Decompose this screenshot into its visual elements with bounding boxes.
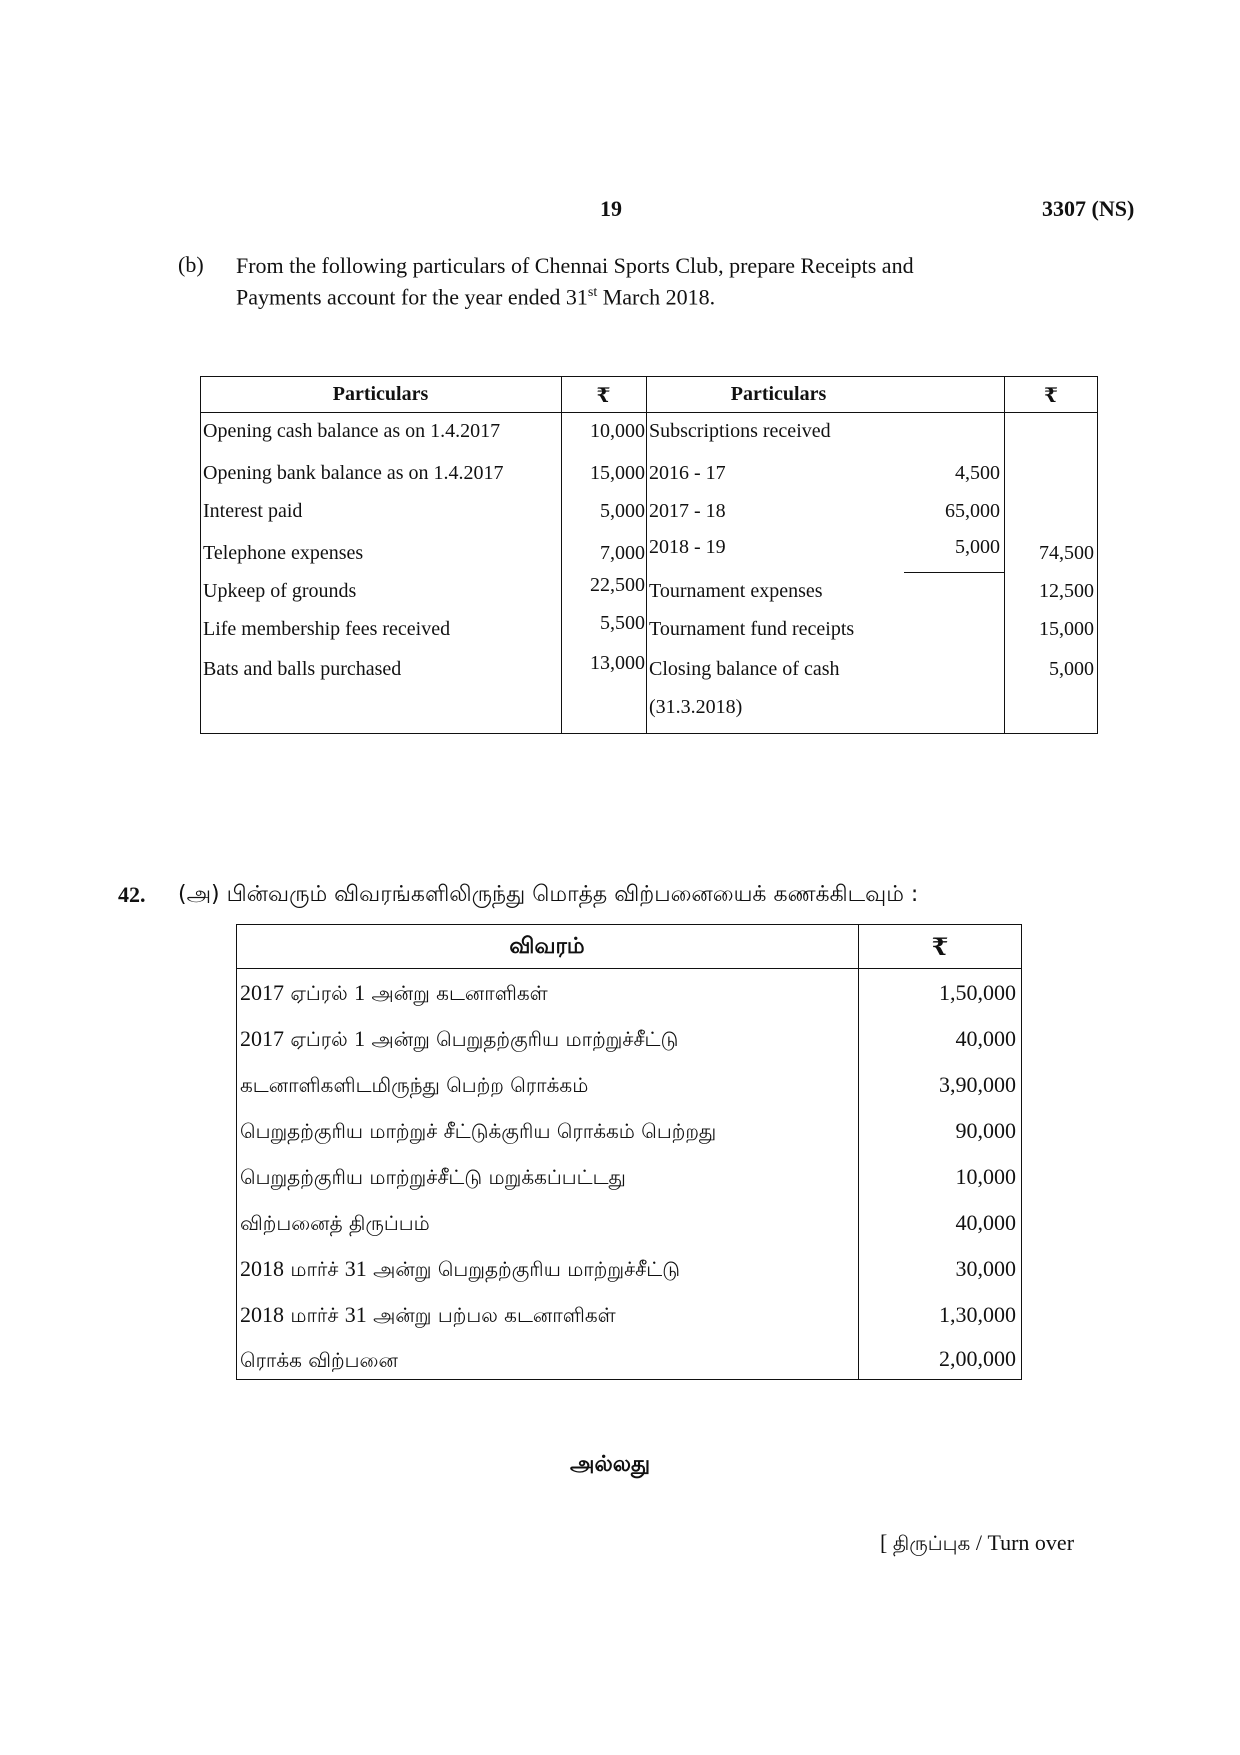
table-row-description: 2018 மார்ச் 31 அன்று பெறுதற்குரிய மாற்றுச்சீட்டு bbox=[240, 1256, 680, 1281]
subscriptions-total: 74,500 bbox=[1039, 542, 1094, 564]
question-b-line2: Payments account for the year ended 31st March 2018. bbox=[236, 284, 716, 310]
page-number: 19 bbox=[600, 196, 622, 221]
left-item-amount: 10,000 bbox=[590, 420, 645, 442]
table-row-description: 2017 ஏப்ரல் 1 அன்று பெறுதற்குரிய மாற்றுச்சீட்டு bbox=[240, 1026, 679, 1051]
turn-over-note: [ திருப்புக / Turn over bbox=[880, 1530, 1075, 1555]
table-row-description: ரொக்க விற்பனை bbox=[240, 1348, 398, 1372]
table-row-description: பெறுதற்குரிய மாற்றுச் சீட்டுக்குரிய ரொக்கம் பெற்றது bbox=[240, 1119, 717, 1143]
table-row-amount: 1,30,000 bbox=[939, 1302, 1016, 1327]
left-item-amount: 5,000 bbox=[600, 500, 645, 522]
question-b-line1: From the following particulars of Chennai Sports Club, prepare Receipts and bbox=[236, 253, 914, 278]
tournament-expenses-amount: 12,500 bbox=[1039, 580, 1094, 602]
closing-cash-label: Closing balance of cash bbox=[649, 658, 840, 680]
left-item-label: Life membership fees received bbox=[203, 618, 451, 640]
tournament-fund-label: Tournament fund receipts bbox=[649, 618, 855, 640]
header-description: விவரம் bbox=[509, 934, 585, 959]
table-row-amount: 10,000 bbox=[955, 1164, 1016, 1189]
question-42-number: 42. bbox=[118, 882, 146, 907]
left-item-amount: 13,000 bbox=[590, 652, 645, 674]
table-row-amount: 40,000 bbox=[955, 1210, 1016, 1235]
table-row-description: விற்பனைத் திருப்பம் bbox=[240, 1211, 430, 1235]
paper-code: 3307 (NS) bbox=[1042, 196, 1135, 221]
question-b-label: (b) bbox=[178, 252, 204, 277]
table-row-amount: 2,00,000 bbox=[939, 1346, 1016, 1371]
or-separator: அல்லது bbox=[570, 1452, 651, 1477]
question-42-text: (அ) பின்வரும் விவரங்களிலிருந்து மொத்த விற்பனையைக் கணக்கிடவும் : bbox=[178, 882, 919, 907]
left-item-label: Interest paid bbox=[203, 500, 303, 522]
left-item-label: Bats and balls purchased bbox=[203, 658, 402, 680]
header-particulars-right: Particulars bbox=[730, 383, 827, 405]
left-item-label: Upkeep of grounds bbox=[203, 580, 357, 602]
table-row-amount: 90,000 bbox=[955, 1118, 1016, 1143]
closing-cash-date: (31.3.2018) bbox=[649, 696, 743, 718]
left-item-amount: 5,500 bbox=[600, 612, 645, 634]
left-item-amount: 22,500 bbox=[590, 574, 645, 596]
table-row-amount: 30,000 bbox=[955, 1256, 1016, 1281]
subscription-amount: 5,000 bbox=[955, 536, 1000, 558]
subscription-year: 2018 - 19 bbox=[649, 536, 726, 558]
header-rupee: ₹ bbox=[931, 935, 949, 961]
table-row-description: 2017 ஏப்ரல் 1 அன்று கடனாளிகள் bbox=[240, 980, 548, 1005]
left-item-label: Telephone expenses bbox=[203, 542, 364, 564]
subscriptions-label: Subscriptions received bbox=[649, 420, 831, 442]
subscription-year: 2016 - 17 bbox=[649, 462, 726, 484]
table-row-amount: 1,50,000 bbox=[939, 980, 1016, 1005]
table-row-description: கடனாளிகளிடமிருந்து பெற்ற ரொக்கம் bbox=[240, 1073, 589, 1097]
header-rupee-right: ₹ bbox=[1044, 385, 1058, 407]
sales-details-table bbox=[236, 924, 1022, 1380]
question-b-text bbox=[236, 252, 1066, 310]
left-item-amount: 7,000 bbox=[600, 542, 645, 564]
closing-cash-amount: 5,000 bbox=[1049, 658, 1094, 680]
subscription-amount: 65,000 bbox=[945, 500, 1000, 522]
left-item-label: Opening cash balance as on 1.4.2017 bbox=[203, 420, 501, 442]
table-row-description: பெறுதற்குரிய மாற்றுச்சீட்டு மறுக்கப்பட்டது bbox=[240, 1165, 626, 1189]
left-item-amount: 15,000 bbox=[590, 462, 645, 484]
table-row-description: 2018 மார்ச் 31 அன்று பற்பல கடனாளிகள் bbox=[240, 1302, 616, 1327]
header-particulars-left: Particulars bbox=[332, 383, 429, 405]
receipts-payments-table bbox=[200, 376, 1098, 734]
subscription-amount: 4,500 bbox=[955, 462, 1000, 484]
left-item-label: Opening bank balance as on 1.4.2017 bbox=[203, 462, 504, 484]
header-rupee-left: ₹ bbox=[596, 385, 611, 407]
table-row-amount: 3,90,000 bbox=[939, 1072, 1016, 1097]
tournament-expenses-label: Tournament expenses bbox=[649, 580, 823, 602]
tournament-fund-amount: 15,000 bbox=[1039, 618, 1094, 640]
table-row-amount: 40,000 bbox=[955, 1026, 1016, 1051]
subscription-year: 2017 - 18 bbox=[649, 500, 726, 522]
